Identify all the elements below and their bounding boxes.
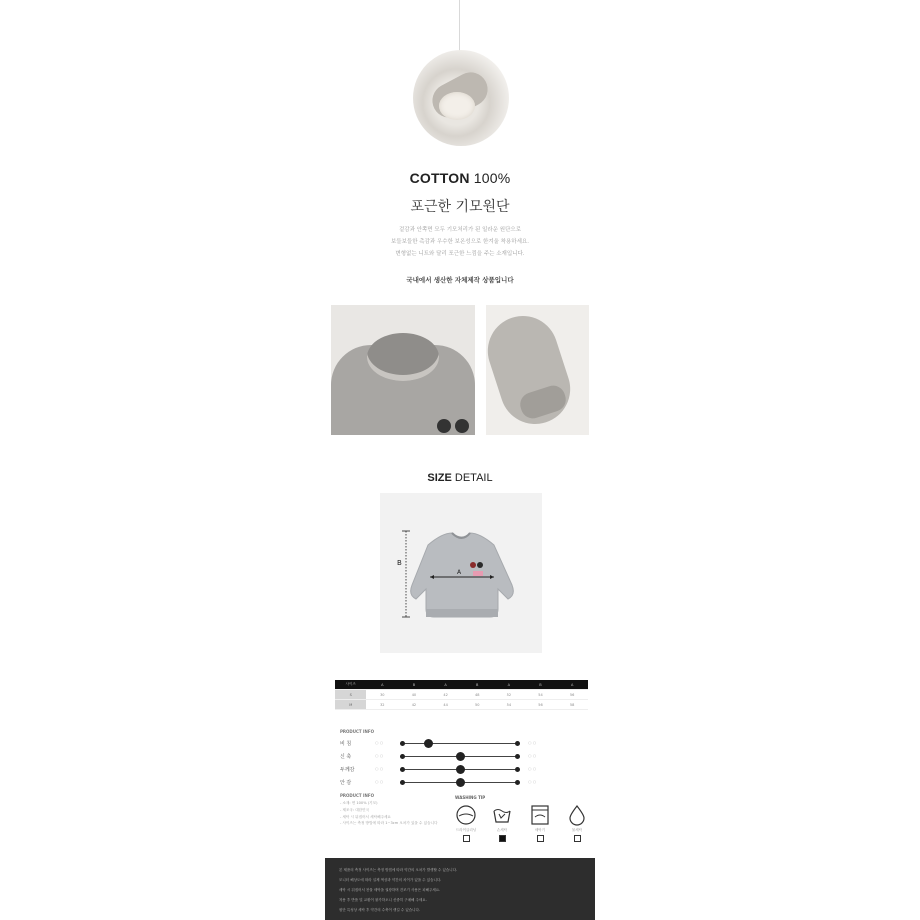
care-item — [453, 804, 479, 846]
scale-label: 신 축 — [340, 754, 352, 760]
description-line: 겉감과 안쪽면 모두 기모처리가 된 일라운 원단으로 — [398, 227, 522, 233]
table-cell: 58 — [556, 700, 588, 710]
notice-line: 원단 특성상 세탁 후 약간의 수축이 생길 수 있습니다. — [339, 908, 421, 912]
table-cell: 56 — [525, 700, 557, 710]
cotton-percent: 100% — [473, 170, 511, 186]
hanging-line — [459, 0, 460, 52]
notice-line: 본 제품의 측정 사이즈는 측정 방법에 따라 약간의 오차가 발생할 수 있습니다. — [339, 868, 458, 872]
care-item — [527, 804, 553, 846]
scale-marker — [456, 765, 465, 774]
sleeve-cuff-photo — [486, 305, 589, 435]
description-line: 변형없는 니트와 달리 포근한 느낌을 주는 소재입니다. — [395, 251, 525, 257]
list-item: - 세탁 시 뒤집어서 세탁해주세요 — [340, 814, 391, 819]
table-cell: 40 — [398, 690, 430, 700]
neckline-photo — [331, 305, 475, 435]
table-cell: A — [366, 680, 398, 690]
care-checkbox — [463, 835, 470, 842]
table-cell: M — [335, 700, 366, 710]
made-in-korea-note: 국내에서 생산한 자체제작 상품입니다 — [406, 276, 514, 284]
machine-wash-icon — [529, 804, 551, 826]
product-info-title-2: PRODUCT INFO — [340, 793, 375, 798]
hand-wash-icon — [491, 804, 513, 826]
table-cell: 42 — [430, 690, 462, 700]
notice-line: 세탁 시 뒤집어서 찬물 세탁을 권장하며 건조기 사용은 피해주세요. — [339, 888, 441, 892]
fabric-subtitle: 포근한 기모원단 — [410, 199, 510, 215]
table-row — [335, 690, 588, 700]
table-cell: 48 — [461, 690, 493, 700]
care-checkbox — [499, 835, 506, 842]
table-cell: B — [398, 680, 430, 690]
table-cell: 54 — [525, 690, 557, 700]
table-cell: A — [556, 680, 588, 690]
scale-row-3: 안 감 ○ ○ ○ ○ — [340, 779, 537, 786]
table-cell: B — [461, 680, 493, 690]
notice-line: 착용 후 반품 및 교환이 불가하오니 신중히 구매해 주세요. — [339, 898, 427, 902]
scale-row-0: 비 침 ○ ○ ○ ○ — [340, 740, 537, 747]
dry-clean-icon — [455, 804, 477, 826]
table-cell: 30 — [366, 690, 398, 700]
care-label: 물세탁 — [571, 828, 583, 832]
water-drop-icon — [566, 804, 588, 826]
scale-row-1: 신 축 ○ ○ ○ ○ — [340, 753, 537, 760]
table-row — [335, 700, 588, 710]
size-diagram — [380, 493, 542, 653]
washing-tip-title: WASHING TIP — [455, 795, 486, 800]
table-cell: 52 — [493, 690, 525, 700]
table-cell: 32 — [366, 700, 398, 710]
table-cell: 56 — [556, 690, 588, 700]
measure-label-b: B — [397, 559, 402, 567]
table-cell: B — [525, 680, 557, 690]
table-cell: 54 — [493, 700, 525, 710]
care-item — [564, 804, 590, 846]
care-checkbox — [574, 835, 581, 842]
scale-marker — [456, 752, 465, 761]
product-info-list — [340, 800, 450, 827]
description-line: 보들보들한 촉감과 우수한 보온성으로 한겨울 착용하세요. — [390, 239, 529, 245]
table-cell: A — [493, 680, 525, 690]
care-item — [489, 804, 515, 846]
scale-marker — [424, 739, 433, 748]
product-info-title: PRODUCT INFO — [340, 729, 375, 734]
table-cell: 42 — [398, 700, 430, 710]
table-cell: A — [430, 680, 462, 690]
size-word: SIZE — [427, 472, 452, 484]
measure-label-a: A — [457, 569, 462, 576]
scale-marker — [456, 778, 465, 787]
size-detail-title — [400, 472, 520, 484]
care-label: 세탁기 — [534, 828, 546, 832]
cotton-word: COTTON — [409, 170, 470, 186]
table-cell: S — [335, 690, 366, 700]
scale-label: 두께감 — [340, 767, 355, 773]
list-item: - 제조국: 대한민국 — [340, 807, 370, 812]
care-label: 손세탁 — [496, 828, 508, 832]
detail-word: DETAIL — [454, 472, 493, 484]
scale-row-2: 두께감 ○ ○ ○ ○ — [340, 766, 537, 773]
cotton-heading — [400, 170, 520, 186]
fabric-closeup-photo — [413, 50, 509, 146]
table-cell: 50 — [461, 700, 493, 710]
notice-line: 모니터 해상도에 따라 실제 색상과 약간의 차이가 있을 수 있습니다. — [339, 878, 442, 882]
care-checkbox — [537, 835, 544, 842]
size-table — [335, 680, 588, 710]
notice-footer — [325, 858, 595, 920]
list-item: - 소재: 면 100% (기모) — [340, 801, 378, 805]
scale-label: 비 침 — [340, 741, 352, 747]
scale-label: 안 감 — [340, 780, 352, 786]
list-item: - 사이즈는 측정 방법에 따라 1~3cm 오차가 있을 수 있습니다 — [340, 821, 438, 826]
care-label: 드라이클리닝 — [455, 828, 477, 832]
table-cell: 사이즈 — [335, 680, 366, 690]
size-table-header — [335, 680, 588, 690]
table-cell: 44 — [430, 700, 462, 710]
